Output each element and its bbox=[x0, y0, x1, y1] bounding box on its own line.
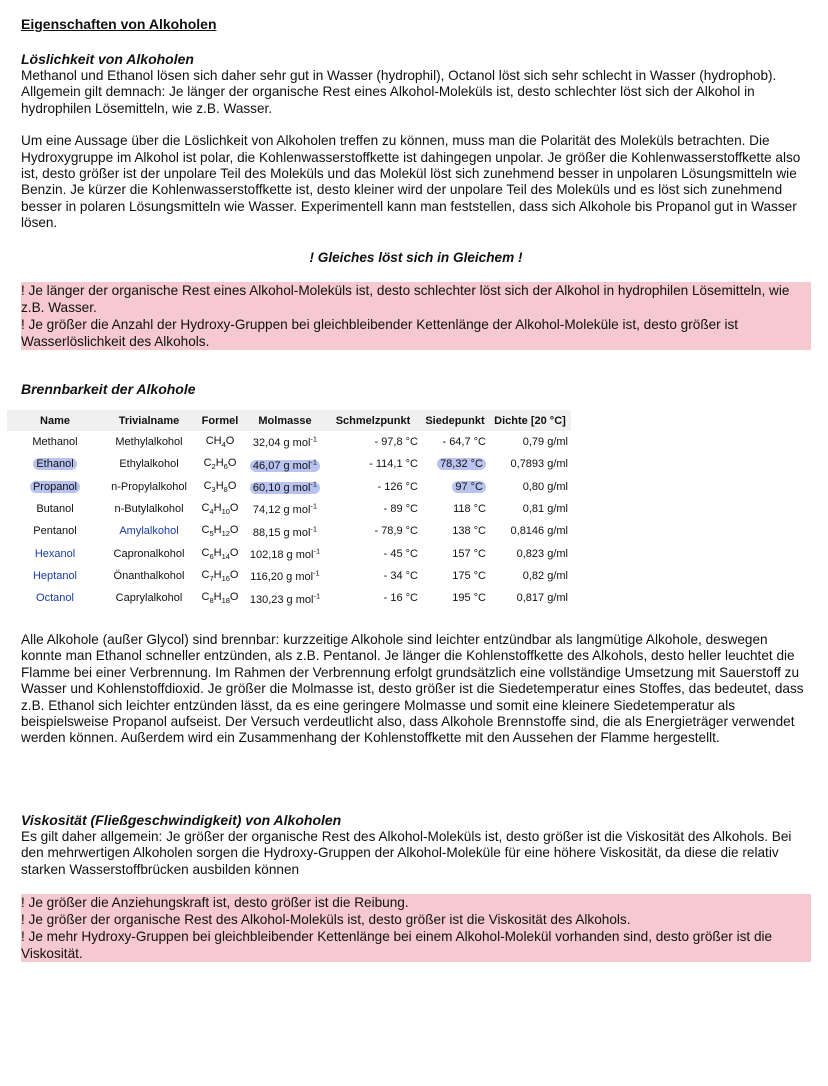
column-header: Dichte [20 °C] bbox=[494, 414, 566, 427]
table-row bbox=[7, 431, 571, 453]
cell-trivialname: Capronalkohol bbox=[113, 547, 185, 560]
cell-dichte: 0,82 g/ml bbox=[522, 569, 568, 582]
loeslichkeit-paragraph-2: Um eine Aussage über die Löslichkeit von Alkoholen treffen zu können, muss man die Polarität des Moleküls betrachten. Die Hydroxygruppe im Alkohol ist polar, die Kohlenwasserstoffkette ist dahingegen unpolar. Je größer die Kohlenwasserstoffkette also ist, desto größer ist der unpolare Teil des Moleküls und das Molekül löst sich zunehmend besser in unpolaren Lösungsmitteln wie Benzin. Je kürzer die Kohlenwasserstoffkette ist, desto kleiner wird der unpolare Teil des Moleküls und es löst sich zunehmend besser in polaren Lösungsmitteln wie Wasser. Experimentell kann man feststellen, dass sich Alkohole bis Propanol gut in Wasser lösen. bbox=[21, 133, 801, 231]
column-header: Schmelzpunkt bbox=[335, 414, 411, 427]
document-title: Eigenschaften von Alkoholen bbox=[21, 16, 217, 32]
cell-name: Heptanol bbox=[32, 569, 78, 582]
highlight-note: ! Je größer die Anzahl der Hydroxy-Gruppen bei gleichbleibender Kettenlänge der Alkohol-Moleküle ist, desto größer ist Wasserlöslichkeit des Alkohols. bbox=[21, 316, 811, 350]
cell-dichte: 0,823 g/ml bbox=[516, 547, 568, 560]
cell-siedepunkt: 78,32 °C bbox=[437, 458, 486, 470]
highlight-note: ! Je größer die Anziehungskraft ist, desto größer ist die Reibung. bbox=[21, 894, 811, 911]
cell-siedepunkt: 118 °C bbox=[453, 503, 486, 516]
section-heading-brennbarkeit: Brennbarkeit der Alkohole bbox=[21, 381, 196, 397]
cell-formula: $C_7H_{16}O$ bbox=[201, 568, 239, 584]
cell-trivialname: Ethylalkohol bbox=[119, 458, 179, 471]
cell-siedepunkt: - 64,7 °C bbox=[442, 436, 486, 449]
table-row bbox=[7, 476, 571, 498]
cell-name: Hexanol bbox=[34, 547, 76, 560]
cell-name: Pentanol bbox=[33, 525, 77, 538]
column-header: Trivialname bbox=[118, 414, 180, 427]
cell-molmasse: 46,07 g mol$^{-1}$ bbox=[250, 460, 320, 472]
brennbarkeit-paragraph: Alle Alkohole (außer Glycol) sind brennbar: kurzzeitige Alkohole sind leichter entzündbar als langmütige Alkohole, deswegen konnte man Ethanol schneller entzünden, als z.B. Pentanol. Je länger die Kohlenstoffkette des Alkohols, desto heller leuchtet die Flamme bei einer Verbrennung. Im Rahmen der Verbrennung erfolgt grundsätzlich eine vollständige Umsetzung mit Sauerstoff zu Wasser und Kohlenstoffdioxid. Je größer die Molmasse ist, desto größer ist die Siedetemperatur eines Stoffes, das bedeutet, dass z.B. Ethanol sich leichter entzünden lässt, da es eine geringere Molmasse und somit eine kleinere Siedetemperatur als beispielsweise Propanol aufseist. Der Versuch verdeutlicht also, dass Alkohole Brennstoffe sind, die als Energieträger verwendet werden können. Außerdem wird ein Zusammenhang der Kohlenstoffkette mit den Aussehen der Flamme hergestellt. bbox=[21, 632, 804, 746]
column-header: Siedepunkt bbox=[425, 414, 485, 427]
cell-siedepunkt: 195 °C bbox=[452, 592, 486, 605]
highlight-note: ! Je größer der organische Rest des Alkohol-Moleküls ist, desto größer ist die Viskosität des Alkohols. bbox=[21, 911, 811, 928]
cell-formula: $C_6H_{14}O$ bbox=[201, 546, 239, 561]
table-row bbox=[7, 453, 571, 475]
cell-name: Methanol bbox=[32, 436, 78, 449]
table-row bbox=[7, 587, 571, 609]
cell-dichte: 0,817 g/ml bbox=[516, 592, 568, 605]
cell-molmasse: 88,15 g mol$^{-1}$ bbox=[252, 524, 318, 539]
cell-molmasse: 32,04 g mol$^{-1}$ bbox=[252, 434, 318, 450]
cell-formula: $C_4H_{10}O$ bbox=[201, 501, 239, 517]
column-header: Formel bbox=[201, 414, 239, 427]
center-note: ! Gleiches löst sich in Gleichem ! bbox=[309, 249, 523, 265]
cell-schmelzpunkt: - 34 °C bbox=[383, 569, 418, 582]
cell-schmelzpunkt: - 114,1 °C bbox=[369, 458, 418, 471]
cell-molmasse: 116,20 g mol$^{-1}$ bbox=[250, 568, 320, 584]
table-row bbox=[7, 498, 571, 520]
cell-schmelzpunkt: - 89 °C bbox=[383, 503, 418, 516]
cell-dichte: 0,81 g/ml bbox=[522, 503, 568, 516]
loeslichkeit-paragraph-1: Methanol und Ethanol lösen sich daher sehr gut in Wasser (hydrophil), Octanol löst sich sehr schlecht in Wasser (hydrophob). Allgemein gilt demnach: Je länger der organische Rest eines Alkohol-Moleküls ist, desto schlechter löst sich der Alkohol in hydrophilen Lösemitteln, wie z.B. Wasser. bbox=[21, 68, 777, 116]
section-heading-viskositaet: Viskosität (Fließgeschwindigkeit) von Alkoholen bbox=[21, 812, 342, 828]
table-header-row bbox=[7, 410, 571, 431]
cell-molmasse: 60,10 g mol$^{-1}$ bbox=[250, 482, 320, 494]
column-header: Name bbox=[40, 414, 70, 427]
cell-name: Octanol bbox=[36, 592, 74, 605]
cell-molmasse: 74,12 g mol$^{-1}$ bbox=[252, 501, 318, 517]
cell-dichte: 0,79 g/ml bbox=[522, 436, 568, 449]
cell-trivialname: Amylalkohol bbox=[119, 525, 179, 538]
cell-dichte: 0,8146 g/ml bbox=[510, 525, 568, 538]
highlight-note: ! Je länger der organische Rest eines Alkohol-Moleküls ist, desto schlechter löst sich der Alkohol in hydrophilen Lösemitteln, wie z.B. Wasser. bbox=[21, 282, 811, 316]
cell-dichte: 0,7893 g/ml bbox=[510, 458, 568, 471]
table-row bbox=[7, 542, 571, 564]
cell-name: Ethanol bbox=[33, 458, 76, 470]
table-row bbox=[7, 565, 571, 587]
cell-formula: $C_5H_{12}O$ bbox=[201, 524, 239, 539]
column-header: Molmasse bbox=[258, 414, 312, 427]
cell-siedepunkt: 157 °C bbox=[452, 547, 486, 560]
cell-formula: $CH_4O$ bbox=[205, 435, 235, 450]
cell-schmelzpunkt: - 16 °C bbox=[383, 592, 418, 605]
cell-schmelzpunkt: - 78,9 °C bbox=[374, 525, 418, 538]
cell-formula: $C_2H_6O$ bbox=[203, 457, 237, 472]
cell-name: Propanol bbox=[30, 481, 80, 493]
table-row bbox=[7, 520, 571, 542]
alcohol-table bbox=[7, 410, 571, 609]
section-heading-loeslichkeit: Löslichkeit von Alkoholen bbox=[21, 51, 194, 67]
highlight-note: ! Je mehr Hydroxy-Gruppen bei gleichbleibender Kettenlänge bei einem Alkohol-Molekül vorhanden sind, desto größer ist die Viskosität. bbox=[21, 928, 811, 962]
cell-trivialname: Caprylalkohol bbox=[115, 592, 183, 605]
cell-trivialname: Önanthalkohol bbox=[113, 569, 185, 582]
cell-molmasse: 102,18 g mol$^{-1}$ bbox=[249, 546, 321, 561]
cell-molmasse: 130,23 g mol$^{-1}$ bbox=[249, 590, 321, 606]
cell-trivialname: Methylalkohol bbox=[115, 436, 183, 449]
cell-siedepunkt: 97 °C bbox=[452, 481, 486, 493]
cell-trivialname: n-Propylalkohol bbox=[111, 480, 187, 493]
document-page bbox=[21, 14, 811, 350]
cell-formula: $C_8H_{18}O$ bbox=[201, 591, 239, 606]
cell-dichte: 0,80 g/ml bbox=[522, 480, 568, 493]
cell-siedepunkt: 138 °C bbox=[452, 525, 486, 538]
cell-schmelzpunkt: - 97,8 °C bbox=[374, 436, 418, 449]
cell-siedepunkt: 175 °C bbox=[452, 569, 486, 582]
cell-schmelzpunkt: - 45 °C bbox=[383, 547, 418, 560]
cell-trivialname: n-Butylalkohol bbox=[114, 503, 184, 516]
cell-schmelzpunkt: - 126 °C bbox=[377, 480, 418, 493]
cell-formula: $C_3H_8O$ bbox=[203, 479, 237, 494]
viskositaet-paragraph: Es gilt daher allgemein: Je größer der organische Rest des Alkohol-Moleküls ist, desto größer ist die Viskosität des Alkohols. Bei den mehrwertigen Alkoholen sorgen die Hydroxy-Gruppen der Alkohol-Moleküle für eine höhere Viskosität, da diese die relativ starken Wasserstoffbrücken ausbilden können bbox=[21, 829, 792, 877]
cell-name: Butanol bbox=[36, 503, 74, 516]
